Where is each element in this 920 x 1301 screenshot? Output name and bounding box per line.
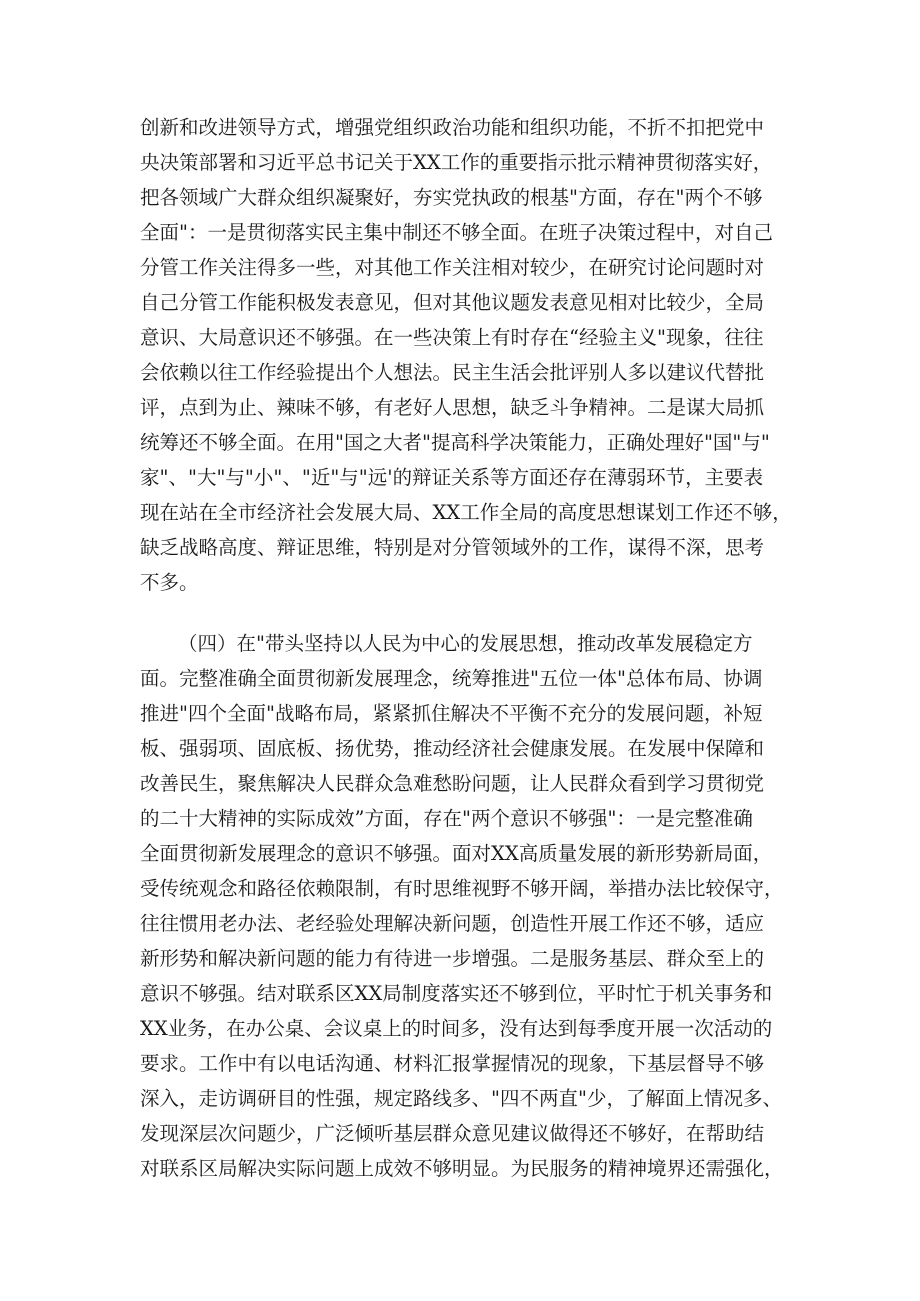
paragraph-line: 评，点到为止、辣味不够，有老好人思想，缺乏斗争精神。二是谋大局抓	[140, 396, 765, 419]
paragraph-line: 家"、"大"与"小"、"近"与"远'的辩证关系等方面还存在薄弱环节，主要表	[140, 466, 764, 489]
paragraph-line: 深入，走访调研目的性强，规定路线多、"四不两直"少，了解面上情况多、	[140, 1087, 782, 1110]
paragraph-line: 发现深层次问题少，广泛倾听基层群众意见建议做得还不够好，在帮助结	[140, 1122, 765, 1145]
paragraph-line: 推进"四个全面"战略布局，紧紧抓住解决不平衡不充分的发展问题，补短	[140, 702, 763, 725]
paragraph-line: 板、强弱项、固底板、扬优势，推动经济社会健康发展。在发展中保障和	[140, 737, 765, 760]
paragraph-line: （四）在"带头坚持以人民为中心的发展思想，推动改革发展稳定方	[178, 632, 753, 655]
paragraph-line: 新形势和解决新问题的能力有待进一步增强。二是服务基层、群众至上的	[140, 947, 765, 970]
paragraph-line: 受传统观念和路径依赖限制，有时思维视野不够开阔，举措办法比较保守，	[140, 877, 784, 900]
paragraph-line: 全面贯彻新发展理念的意识不够强。面对XX高质量发展的新形势新局面，	[140, 842, 773, 865]
paragraph-line: XX业务，在办公桌、会议桌上的时间多，没有达到每季度开展一次活动的	[140, 1017, 773, 1040]
paragraph-line: 全面"：一是贯彻落实民主集中制还不够全面。在班子决策过程中，对自己	[140, 221, 773, 244]
paragraph-line: 往往惯用老办法、老经验处理解决新问题，创造性开展工作还不够，适应	[140, 912, 765, 935]
paragraph-line: 分管工作关注得多一些，对其他工作关注相对较少，在研究讨论问题时对	[140, 256, 765, 279]
paragraph-line: 现在站在全市经济社会发展大局、XX工作全局的高度思想谋划工作还不够，	[140, 501, 792, 524]
paragraph-line: 要求。工作中有以电话沟通、材料汇报掌握情况的现象，下基层督导不够	[140, 1052, 765, 1075]
paragraph-line: 自己分管工作能积极发表意见，但对其他议题发表意见相对比较少，全局	[140, 291, 765, 314]
paragraph-line: 意识不够强。结对联系区XX局制度落实还不够到位，平时忙于机关事务和	[140, 982, 773, 1005]
paragraph-line: 意识、大局意识还不够强。在一些决策上有时存在“经验主义"现象，往往	[140, 326, 764, 349]
paragraph-line: 创新和改进领导方式，增强党组织政治功能和组织功能，不折不扣把党中	[140, 116, 765, 139]
paragraph-line: 对联系区局解决实际问题上成效不够明显。为民服务的精神境界还需强化，	[140, 1157, 784, 1180]
paragraph-line: 统筹还不够全面。在用"国之大者"提高科学决策能力，正确处理好"国"与"	[140, 431, 770, 454]
paragraph-line: 面。完整准确全面贯彻新发展理念，统筹推进"五位一体"总体布局、协调	[140, 667, 763, 690]
paragraph-line: 央决策部署和习近平总书记关于XX工作的重要指示批示精神贯彻落实好，	[140, 151, 773, 174]
paragraph-line: 改善民生，聚焦解决人民群众急难愁盼问题，让人民群众看到学习贯彻党	[140, 772, 765, 795]
paragraph-line: 缺乏战略高度、辩证思维，特别是对分管领域外的工作，谋得不深，思考	[140, 536, 765, 559]
paragraph-line: 不多。	[140, 571, 199, 594]
paragraph-line: 的二十大精神的实际成效”方面，存在"两个意识不够强"：一是完整准确	[140, 807, 753, 830]
paragraph-line: 会依赖以往工作经验提出个人想法。民主生活会批评别人多以建议代替批	[140, 361, 765, 384]
paragraph-line: 把各领域广大群众组织凝聚好，夯实党执政的根基"方面，存在"两个不够	[140, 186, 763, 209]
